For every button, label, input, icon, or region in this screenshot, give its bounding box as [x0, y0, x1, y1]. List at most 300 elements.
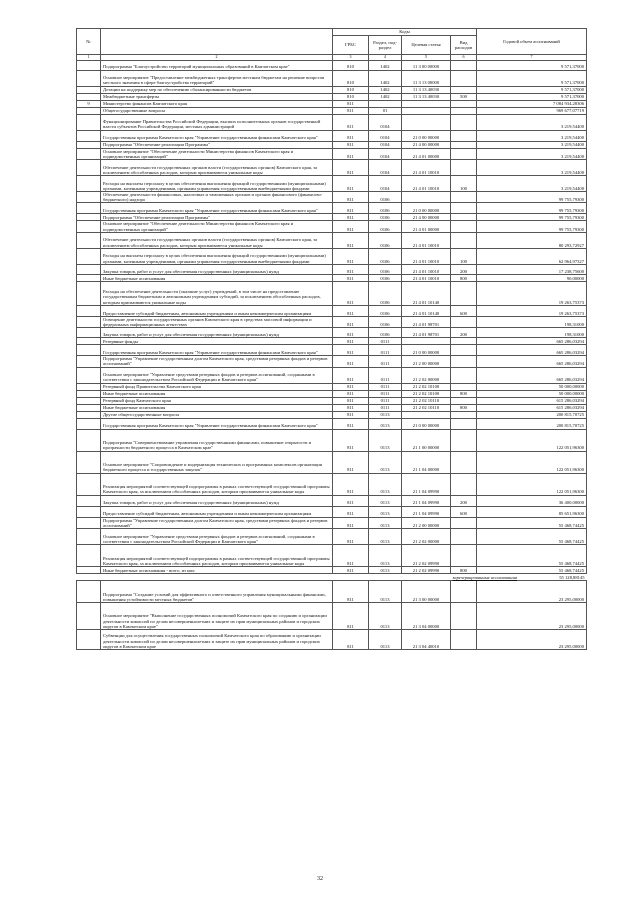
col-index-3: 3 [333, 55, 369, 61]
header-codes-group: Коды [333, 29, 477, 36]
row-num [77, 107, 101, 114]
row-section: 1402 [369, 93, 402, 100]
row-amount: 19 263,75373 [477, 305, 587, 316]
row-name: Подпрограмма "Совершенствование управления государственными финансами, повышение открытости и прозрачности бюджетного процесса в Камчатском крае" [101, 429, 333, 451]
row-grbs: 811 [333, 130, 369, 141]
row-type [451, 411, 477, 418]
row-type [451, 141, 477, 148]
row-grbs: 811 [333, 281, 369, 305]
table-row [77, 397, 587, 404]
table-row [77, 328, 587, 338]
row-num [77, 114, 101, 130]
row-amount: 50 000,00000 [477, 390, 587, 397]
row-grbs: 811 [333, 429, 369, 451]
row-num [77, 581, 101, 603]
row-section: 0106 [369, 248, 402, 264]
row-grbs: 811 [333, 232, 369, 248]
row-grbs: 811 [333, 603, 369, 630]
row-amount: 198,31000 [477, 328, 587, 338]
row-article: 11 3 13 00000 [402, 70, 451, 86]
row-num [77, 160, 101, 176]
row-amount: 122 051,96300 [477, 451, 587, 473]
row-article: 21 0 00 00000 [402, 345, 451, 356]
row-name: Функционирование Правительства Российской Федерации, высших исполнительных органов государственной власти субъектов Российской Федерации, местных администраций [101, 114, 333, 130]
row-grbs: 811 [333, 141, 369, 148]
row-name: Расходы на выплаты персоналу в целях обеспечения выполнения функций государственными (муниципальными) органами, казенными учреждениями, органами управления государственными внебюджетными фондами [101, 248, 333, 264]
row-num [77, 390, 101, 397]
row-grbs: 811 [333, 397, 369, 404]
row-type: 100 [451, 248, 477, 264]
row-type [451, 192, 477, 203]
row-type [451, 517, 477, 528]
row-section: 0106 [369, 214, 402, 221]
row-section: 0111 [369, 356, 402, 367]
row-section: 0106 [369, 281, 402, 305]
row-num [77, 404, 101, 411]
row-article: 21 0 00 00000 [402, 203, 451, 214]
row-name: Министерство финансов Камчатского края [101, 100, 333, 107]
col-index-6: 6 [451, 55, 477, 61]
row-name: Основное мероприятие "Сопровождение и модернизация технических и программных комплексов организации бюджетного процесса и государственных закупок" [101, 451, 333, 473]
row-amount: 9 571,37000 [477, 70, 587, 86]
row-amount: 62 964,97327 [477, 248, 587, 264]
row-article: 21 1 04 09990 [402, 506, 451, 517]
row-article: 21 3 00 00000 [402, 581, 451, 603]
row-article: 21 3 04 40010 [402, 630, 451, 650]
table-row [77, 367, 587, 383]
row-grbs: 811 [333, 192, 369, 203]
table-row [77, 93, 587, 100]
row-grbs: 811 [333, 221, 369, 232]
row-num [77, 529, 101, 545]
table-row [77, 338, 587, 345]
col-index-1: 1 [77, 55, 101, 61]
table-row [77, 418, 587, 429]
row-amount: 3 219,54400 [477, 176, 587, 192]
row-name: Дотации на поддержку мер по обеспечению сбалансированности бюджетов [101, 86, 333, 93]
budget-table-sheet [76, 28, 586, 650]
row-section: 0113 [369, 473, 402, 495]
row-section: 0113 [369, 451, 402, 473]
row-section: 0111 [369, 404, 402, 411]
row-grbs: 811 [333, 404, 369, 411]
row-section: 0106 [369, 221, 402, 232]
col-index-2: 2 [101, 55, 333, 61]
row-article: 21 2 02 10110 [402, 397, 451, 404]
row-name: Другие общегосударственные вопросы [101, 411, 333, 418]
table-row [77, 404, 587, 411]
row-name: Обеспечение деятельности государственных органов власти (государственных органов) Камчатского края, за исключением обособленных расходов, которым присваиваются уникальные коды [101, 160, 333, 176]
table-row [77, 390, 587, 397]
row-article: 21 2 02 10100 [402, 390, 451, 397]
row-section: 0113 [369, 529, 402, 545]
table-row [77, 141, 587, 148]
row-grbs: 811 [333, 274, 369, 281]
row-num [77, 473, 101, 495]
row-section: 0104 [369, 160, 402, 176]
row-amount: 9 571,37000 [477, 93, 587, 100]
row-section: 01 [369, 107, 402, 114]
row-name: Резервный фонд Камчатского края [101, 397, 333, 404]
row-grbs: 811 [333, 567, 369, 574]
row-grbs: 811 [333, 148, 369, 159]
row-amount: 615 286,03294 [477, 397, 587, 404]
table-row [77, 411, 587, 418]
table-row [77, 70, 587, 86]
row-article: 21 4 01 10010 [402, 264, 451, 274]
table-row [77, 281, 587, 305]
table-row [77, 305, 587, 316]
table-row [77, 356, 587, 367]
row-type [451, 107, 477, 114]
row-num [77, 517, 101, 528]
row-article [402, 100, 451, 107]
row-num [77, 429, 101, 451]
table-row [77, 86, 587, 93]
row-num [77, 397, 101, 404]
row-name: Подпрограмма "Управление государственным долгом Камчатского края, средствами резервных фондов и резервов ассигнований" [101, 356, 333, 367]
row-num [77, 141, 101, 148]
col-index-4: 4 [369, 55, 402, 61]
row-amount: 55 468,74425 [477, 567, 587, 574]
row-num [77, 264, 101, 274]
row-article [402, 411, 451, 418]
row-article: 21 2 02 00000 [402, 529, 451, 545]
table-row [77, 221, 587, 232]
table-row [77, 274, 587, 281]
row-num [77, 545, 101, 567]
row-article: 21 4 01 98701 [402, 328, 451, 338]
table-row [77, 383, 587, 390]
table-row [77, 517, 587, 528]
row-type [451, 281, 477, 305]
row-grbs: 811 [333, 214, 369, 221]
row-article [402, 338, 451, 345]
row-name: Иные бюджетные ассигнования - всего, из них: [101, 567, 333, 574]
row-amount: 665 286,03294 [477, 367, 587, 383]
header-grbs: ГРБС [333, 36, 369, 55]
row-section: 0113 [369, 545, 402, 567]
row-name: Закупка товаров, работ и услуг для обеспечения государственных (муниципальных) нужд [101, 264, 333, 274]
row-name: Резервные фонды [101, 338, 333, 345]
row-article: 21 1 04 09990 [402, 473, 451, 495]
row-section: 0106 [369, 274, 402, 281]
row-amount: 50 000,00000 [477, 383, 587, 390]
row-amount: 99 755,79300 [477, 221, 587, 232]
row-grbs: 811 [333, 160, 369, 176]
row-section: 0106 [369, 305, 402, 316]
row-type [451, 114, 477, 130]
row-num [77, 495, 101, 506]
row-name: Закупка товаров, работ и услуг для обеспечения государственных (муниципальных) нужд [101, 328, 333, 338]
row-amount: 969 677,07719 [477, 107, 587, 114]
row-section: 0113 [369, 411, 402, 418]
row-grbs: 810 [333, 60, 369, 70]
row-name: Иные бюджетные ассигнования [101, 404, 333, 411]
row-article: 21 4 00 00000 [402, 141, 451, 148]
row-type [451, 338, 477, 345]
header-section: Раздел, под-раздел [369, 36, 402, 55]
row-amount: 80 293,72927 [477, 232, 587, 248]
row-amount: 122 051,96300 [477, 473, 587, 495]
row-type [451, 529, 477, 545]
row-name: Закупка товаров, работ и услуг для обеспечения государственных (муниципальных) нужд [101, 495, 333, 506]
row-article: 21 2 02 09990 [402, 545, 451, 567]
row-article: 21 2 00 00000 [402, 517, 451, 528]
row-type [451, 100, 477, 107]
row-num [77, 305, 101, 316]
table-row [77, 581, 587, 603]
row-article [402, 192, 451, 203]
row-name: Резервный фонд Правительства Камчатского края [101, 383, 333, 390]
row-num [77, 367, 101, 383]
row-article: 21 4 01 10010 [402, 176, 451, 192]
row-grbs: 811 [333, 176, 369, 192]
table-body [77, 60, 587, 649]
row-type [451, 70, 477, 86]
row-name: Обеспечение деятельности финансовых, налоговых и таможенных органов и органов финансового (финансово-бюджетного) надзора [101, 192, 333, 203]
row-section: 1402 [369, 60, 402, 70]
row-num [77, 130, 101, 141]
row-amount: 9 571,37000 [477, 86, 587, 93]
row-amount: 9 571,37000 [477, 60, 587, 70]
row-type [451, 429, 477, 451]
row-num [77, 192, 101, 203]
row-type [451, 630, 477, 650]
row-section: 1402 [369, 70, 402, 86]
table-row [77, 60, 587, 70]
col-index-7: 7 [477, 55, 587, 61]
row-article: 21 1 04 00000 [402, 451, 451, 473]
row-num [77, 383, 101, 390]
row-type [451, 383, 477, 390]
row-section: 0104 [369, 176, 402, 192]
row-article: 21 2 02 10110 [402, 404, 451, 411]
row-type: 800 [451, 390, 477, 397]
row-name: Подпрограмма "Обеспечение реализации Программы" [101, 141, 333, 148]
row-type [451, 130, 477, 141]
row-name: Реализация мероприятий соответствующей подпрограммы в рамках соответствующей государственной программы Камчатского края, за исключением обособленных расходов, которым присваиваются уникальные коды [101, 545, 333, 567]
reserved-subline-label: зарезервированные ассигнования [452, 574, 518, 580]
row-name: Основное мероприятие "Предоставление межбюджетных трансфертов местным бюджетам на решение вопросов местного значения в сфере благоустройства территорий" [101, 70, 333, 86]
row-grbs: 811 [333, 264, 369, 274]
col-index-5: 5 [402, 55, 451, 61]
row-num [77, 411, 101, 418]
row-type: 800 [451, 274, 477, 281]
row-section: 0113 [369, 581, 402, 603]
row-amount: 55 468,74425 [477, 529, 587, 545]
row-type [451, 221, 477, 232]
row-section: 0106 [369, 316, 402, 327]
row-name: Основное мероприятие "Обеспечение деятельности Министерства финансов Камчатского края и подведомственных организаций" [101, 221, 333, 232]
row-num [77, 328, 101, 338]
row-num [77, 248, 101, 264]
row-num [77, 506, 101, 517]
row-type [451, 60, 477, 70]
row-amount: 90,00000 [477, 274, 587, 281]
row-num [77, 70, 101, 86]
row-grbs: 811 [333, 338, 369, 345]
row-type: 600 [451, 506, 477, 517]
row-amount: 665 286,03294 [477, 356, 587, 367]
row-name: Общегосударственные вопросы [101, 107, 333, 114]
row-name: Государственная программа Камчатского края "Управление государственными финансами Камчатского края" [101, 130, 333, 141]
row-grbs: 811 [333, 411, 369, 418]
row-amount: 23 295,00000 [477, 603, 587, 630]
row-article [402, 107, 451, 114]
row-type [451, 356, 477, 367]
row-type [451, 232, 477, 248]
row-name: Подпрограмма "Обеспечение реализации Программы" [101, 214, 333, 221]
table-row [77, 545, 587, 567]
row-article [402, 114, 451, 130]
row-name: Предоставление субсидий бюджетным, автономным учреждениям и иным некоммерческим организациям [101, 305, 333, 316]
table-row [77, 192, 587, 203]
row-grbs: 811 [333, 383, 369, 390]
row-section: 0104 [369, 148, 402, 159]
row-section: 0111 [369, 367, 402, 383]
row-section: 0111 [369, 383, 402, 390]
row-num: 9 [77, 100, 101, 107]
table-row [77, 100, 587, 107]
row-grbs: 811 [333, 581, 369, 603]
row-name: Иные бюджетные ассигнования [101, 274, 333, 281]
table-row [77, 567, 587, 574]
row-grbs: 811 [333, 630, 369, 650]
row-type: 200 [451, 495, 477, 506]
table-row [77, 232, 587, 248]
row-num [77, 274, 101, 281]
row-name: Освещение деятельности государственных органов Камчатского края в средствах массовой информации и федеральных информационных агентствах [101, 316, 333, 327]
row-type [451, 603, 477, 630]
row-amount: 615 286,03294 [477, 404, 587, 411]
row-type [451, 316, 477, 327]
row-amount: 99 755,79300 [477, 203, 587, 214]
row-amount: 85 651,96300 [477, 506, 587, 517]
table-row [77, 630, 587, 650]
row-section: 0106 [369, 192, 402, 203]
row-name: Расходы на обеспечение деятельности (оказание услуг) учреждений, в том числе на предоставление государственным бюджетным и автономным учреждениям субсидий, за исключением обособленных расходов, которым присваиваются уникальные коды [101, 281, 333, 305]
row-num [77, 418, 101, 429]
table-row [77, 160, 587, 176]
row-grbs: 811 [333, 316, 369, 327]
row-name: Основное мероприятие "Выполнение государственных полномочий Камчатского края по созданию и организации деятельности комиссий по делам несовершеннолетних и защите их прав муниципальных районов и городских округов в Камчатском крае" [101, 603, 333, 630]
row-type: 200 [451, 328, 477, 338]
row-amount: 23 295,00000 [477, 581, 587, 603]
row-name: Основное мероприятие "Обеспечение деятельности Министерства финансов Камчатского края и подведомственных организаций" [101, 148, 333, 159]
row-num [77, 281, 101, 305]
row-num [77, 567, 101, 574]
row-amount: 665 286,03294 [477, 338, 587, 345]
table-row [77, 214, 587, 221]
row-amount: 3 219,54400 [477, 130, 587, 141]
row-section: 0106 [369, 203, 402, 214]
header-type: Вид расходов [451, 36, 477, 55]
row-grbs: 811 [333, 495, 369, 506]
row-section: 0113 [369, 429, 402, 451]
header-name [101, 29, 333, 55]
row-article: 21 4 01 10010 [402, 160, 451, 176]
row-name: Государственная программа Камчатского края "Управление государственными финансами Камчатского края" [101, 418, 333, 429]
row-grbs: 811 [333, 529, 369, 545]
row-amount: 17 238,75600 [477, 264, 587, 274]
row-name: Подпрограмма "Создание условий для эффективного и ответственного управления муниципальными финансами, повышения устойчивости местных бюджетов" [101, 581, 333, 603]
row-amount: 200 815,70725 [477, 418, 587, 429]
row-name: Основное мероприятие "Управление средствами резервных фондов и резервов ассигнований, созданными в соответствии с законодательством Российской Федерации и Камчатского края" [101, 367, 333, 383]
row-grbs: 810 [333, 86, 369, 93]
row-article: 21 4 01 10140 [402, 281, 451, 305]
row-section: 0111 [369, 390, 402, 397]
row-type: 100 [451, 176, 477, 192]
row-section: 0106 [369, 264, 402, 274]
row-num [77, 93, 101, 100]
row-section: 0113 [369, 517, 402, 528]
row-article: 21 4 01 10010 [402, 274, 451, 281]
row-grbs: 811 [333, 356, 369, 367]
row-num [77, 232, 101, 248]
row-section: 0111 [369, 345, 402, 356]
row-grbs: 811 [333, 328, 369, 338]
row-type [451, 148, 477, 159]
row-type [451, 451, 477, 473]
row-article: 11 3 00 00000 [402, 60, 451, 70]
header-num: № [77, 29, 101, 55]
row-name: Реализация мероприятий соответствующей подпрограммы в рамках соответствующей государственной программы Камчатского края, за исключением обособленных расходов, которым присваиваются уникальные коды [101, 473, 333, 495]
header-amount: Годовой объем ассигнований [477, 29, 587, 55]
row-type: 200 [451, 264, 477, 274]
row-grbs: 811 [333, 545, 369, 567]
table-row [77, 473, 587, 495]
row-type [451, 367, 477, 383]
row-amount: 200 815,70725 [477, 411, 587, 418]
row-article: 11 3 13 40030 [402, 93, 451, 100]
table-row [77, 495, 587, 506]
row-section: 0113 [369, 603, 402, 630]
row-name: Обеспечение деятельности государственных органов власти (государственных органов) Камчатского края, за исключением обособленных расходов, которым присваиваются уникальные коды [101, 232, 333, 248]
row-name: Основное мероприятие "Управление средствами резервных фондов и резервов ассигнований, созданными в соответствии с законодательством Российской Федерации и Камчатского края" [101, 529, 333, 545]
row-amount: 3 219,54400 [477, 114, 587, 130]
row-type [451, 160, 477, 176]
row-num [77, 338, 101, 345]
row-amount: 99 755,79300 [477, 192, 587, 203]
row-article: 21 1 00 00000 [402, 429, 451, 451]
row-article: 21 2 02 10100 [402, 383, 451, 390]
row-article: 21 2 00 00000 [402, 356, 451, 367]
row-type: 800 [451, 404, 477, 411]
row-name: Подпрограмма "Управление государственным долгом Камчатского края, средствами резервных фондов и резервов ассигнований" [101, 517, 333, 528]
row-amount: 55 468,74425 [477, 545, 587, 567]
row-amount: 55 468,74425 [477, 517, 587, 528]
row-name: Государственная программа Камчатского края "Управление государственными финансами Камчатского края" [101, 203, 333, 214]
row-section: 1402 [369, 86, 402, 93]
table-row [77, 529, 587, 545]
row-grbs: 811 [333, 418, 369, 429]
row-amount: 3 219,54400 [477, 148, 587, 159]
row-article: 21 2 02 09990 [402, 567, 451, 574]
row-article: 21 4 01 00000 [402, 221, 451, 232]
row-article: 21 4 01 98701 [402, 316, 451, 327]
row-grbs: 811 [333, 100, 369, 107]
row-name: Государственная программа Камчатского края "Управление государственными финансами Камчатского края" [101, 345, 333, 356]
budget-table [76, 28, 587, 650]
row-grbs: 811 [333, 248, 369, 264]
row-section: 0113 [369, 495, 402, 506]
row-amount: 7 084 934,28306 [477, 100, 587, 107]
row-amount: 665 286,03294 [477, 345, 587, 356]
row-num [77, 214, 101, 221]
table-row [77, 429, 587, 451]
reserved-subline-spacer [77, 574, 451, 581]
